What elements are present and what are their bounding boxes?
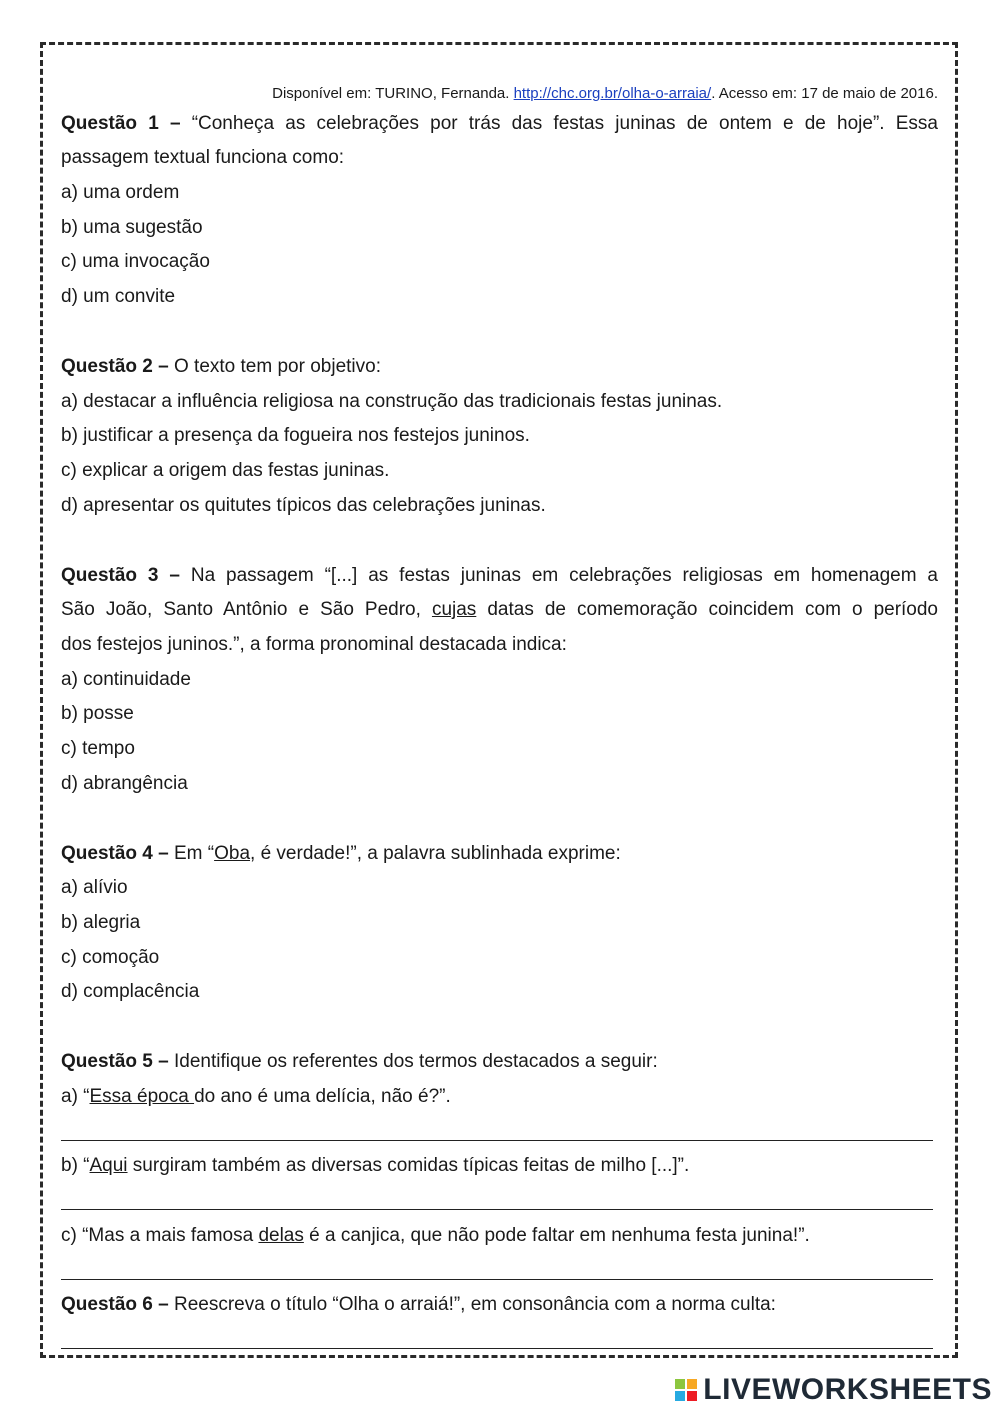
q5-b-highlighted-term: Aqui	[89, 1155, 128, 1176]
q4-option-a[interactable]: a) alívio	[61, 877, 128, 898]
q2-option-d[interactable]: d) apresentar os quitutes típicos das celebrações juninas.	[61, 495, 546, 516]
q1-option-b[interactable]: b) uma sugestão	[61, 217, 203, 238]
q3-label: Questão 3 –	[61, 565, 180, 586]
q2-statement: Questão 2 – O texto tem por objetivo:	[61, 356, 381, 377]
q5-c-answer-line[interactable]	[61, 1279, 933, 1280]
q1-statement-line1: Questão 1 – “Conheça as celebrações por trás das festas juninas de ontem e de hoje”. Essa	[61, 113, 938, 134]
q3-option-a[interactable]: a) continuidade	[61, 669, 191, 690]
source-link[interactable]: http://chc.org.br/olha-o-arraia/	[513, 85, 712, 102]
q2-label: Questão 2 –	[61, 356, 169, 377]
q6-statement: Questão 6 – Reescreva o título “Olha o arraiá!”, em consonância com a norma culta:	[61, 1294, 776, 1315]
q5-c-highlighted-term: delas	[258, 1225, 304, 1246]
q1-option-c[interactable]: c) uma invocação	[61, 251, 210, 272]
q5-item-a: a) “Essa época do ano é uma delícia, não é?”.	[61, 1086, 451, 1107]
q5-item-c: c) “Mas a mais famosa delas é a canjica, que não pode faltar em nenhuma festa junina!”.	[61, 1225, 810, 1246]
q3-option-d[interactable]: d) abrangência	[61, 773, 188, 794]
q1-option-a[interactable]: a) uma ordem	[61, 182, 180, 203]
q1-label: Questão 1 –	[61, 113, 181, 134]
q1-statement-line2: passagem textual funciona como:	[61, 147, 345, 168]
q3-option-c[interactable]: c) tempo	[61, 738, 135, 759]
q3-statement-line3: dos festejos juninos.”, a forma pronominal destacada indica:	[61, 634, 567, 655]
q2-option-c[interactable]: c) explicar a origem das festas juninas.	[61, 460, 390, 481]
liveworksheets-logo-icon	[675, 1379, 697, 1401]
q4-statement: Questão 4 – Em “Oba, é verdade!”, a palavra sublinhada exprime:	[61, 843, 621, 864]
q5-statement: Questão 5 – Identifique os referentes dos termos destacados a seguir:	[61, 1051, 658, 1072]
q3-highlighted-word: cujas	[431, 599, 477, 620]
q6-label: Questão 6 –	[61, 1294, 169, 1315]
liveworksheets-brand-text: LIVEWORKSHEETS	[703, 1373, 992, 1406]
q1-option-d[interactable]: d) um convite	[61, 286, 176, 307]
q4-label: Questão 4 –	[61, 843, 169, 864]
liveworksheets-logo	[675, 1373, 992, 1407]
q5-a-answer-line[interactable]	[61, 1140, 933, 1141]
q4-option-b[interactable]: b) alegria	[61, 912, 141, 933]
q2-option-a[interactable]: a) destacar a influência religiosa na construção das tradicionais festas juninas.	[61, 391, 723, 412]
q4-highlighted-word: Oba	[214, 843, 251, 864]
q5-b-answer-line[interactable]	[61, 1209, 933, 1210]
q6-answer-line[interactable]	[61, 1348, 933, 1349]
q3-statement-line2: São João, Santo Antônio e São Pedro, cujas datas de comemoração coincidem com o período	[61, 599, 939, 620]
q5-item-b: b) “Aqui surgiram também as diversas comidas típicas feitas de milho [...]”.	[61, 1155, 690, 1176]
q3-option-b[interactable]: b) posse	[61, 703, 134, 724]
source-citation: Disponível em: TURINO, Fernanda. http://chc.org.br/olha-o-arraia/. Acesso em: 17 de maio de 2016.	[272, 85, 938, 102]
q4-option-d[interactable]: d) complacência	[61, 981, 200, 1002]
q2-option-b[interactable]: b) justificar a presença da fogueira nos festejos juninos.	[61, 425, 530, 446]
q4-option-c[interactable]: c) comoção	[61, 947, 160, 968]
q3-statement-line1: Questão 3 – Na passagem “[...] as festas juninas em celebrações religiosas em homenagem a	[61, 565, 939, 586]
q5-label: Questão 5 –	[61, 1051, 169, 1072]
q5-a-highlighted-term: Essa época	[89, 1086, 195, 1107]
